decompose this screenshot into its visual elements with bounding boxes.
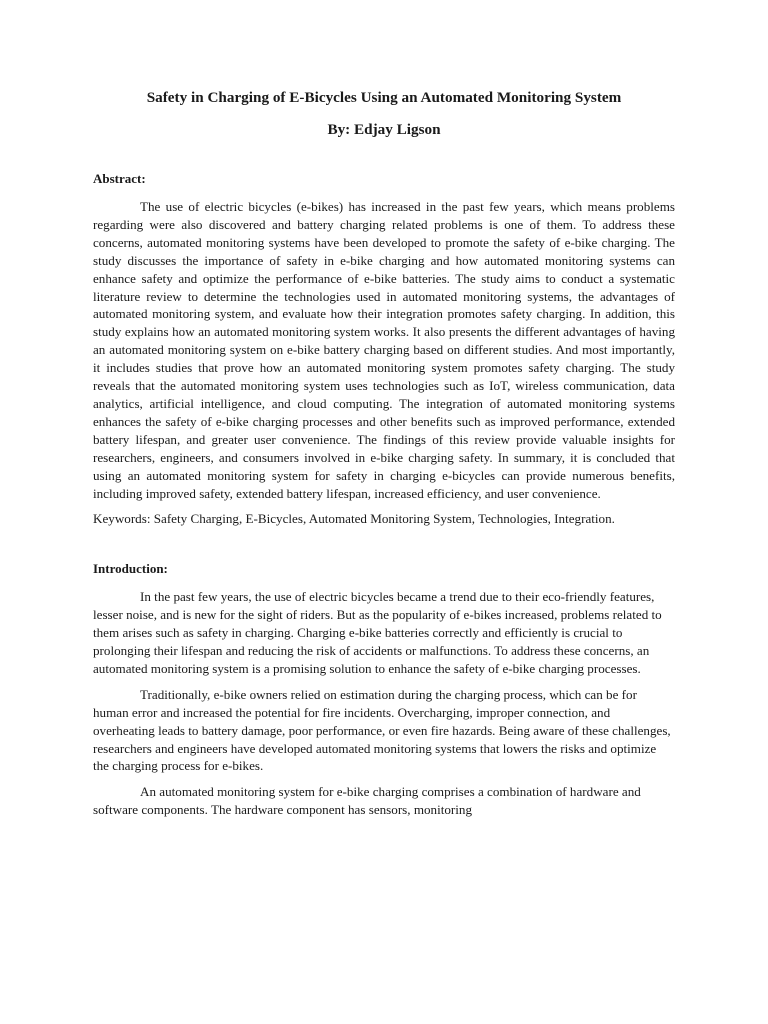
document-author: By: Edjay Ligson: [327, 121, 441, 138]
abstract-keywords: Keywords: Safety Charging, E-Bicycles, Automated Monitoring System, Technologies, Integration.: [93, 511, 615, 527]
introduction-paragraph: An automated monitoring system for e-bike charging comprises a combination of hardware and software components. The hardware component has sensors, monitoring: [93, 784, 641, 818]
abstract-body: The use of electric bicycles (e-bikes) has increased in the past few years, which means problems regarding were also discovered and battery charging related problems is one of them. To address these concerns, automated monitoring systems have been developed to promote the safety of e-bike charging. The study discusses the importance of safety in e-bike charging and how automated monitoring systems can enhance safety and optimize the performance of e-bike batteries. The study aims to conduct a systematic literature review to determine the technologies used in automated monitoring systems, the advantages of automated monitoring system, and evaluate how their integration promotes safety charging. In addition, this study explains how an automated monitoring system works. It also presents the different advantages of having an automated monitoring system on e-bike battery charging based on different studies. And most importantly, it includes studies that prove how an automated monitoring system promotes safety charging. The study reveals that the automated monitoring system uses technologies such as IoT, wireless communication, data analytics, artificial intelligence, and cloud computing. The integration of automated monitoring systems enhances the safety of e-bike charging processes and other benefits such as improved performance, extended battery lifespan, and greater user convenience. The findings of this review provide valuable insights for researchers, engineers, and consumers involved in e-bike charging safety. In summary, it is concluded that using an automated monitoring system for safety in charging e-bicycles can provide numerous benefits, including improved safety, extended battery lifespan, increased efficiency, and user convenience.: [93, 199, 675, 501]
introduction-paragraph: Traditionally, e-bike owners relied on estimation during the charging process, which can be for human error and increased the potential for fire incidents. Overcharging, improper connection, and overheating leads to battery damage, poor performance, or even fire hazards. Being aware of these challenges, researchers and engineers have developed automated monitoring systems that lowers the risks and optimize the charging process for e-bikes.: [93, 686, 671, 774]
abstract-heading: Abstract:: [93, 171, 146, 186]
introduction-heading: Introduction:: [93, 561, 168, 577]
introduction-paragraph: In the past few years, the use of electric bicycles became a trend due to their eco-friendly features, lesser noise, and is new for the sight of riders. But as the popularity of e-bikes increased, problems related to them arises such as safety in charging. Charging e-bike batteries correctly and efficiently is crucial to prolonging their lifespan and reducing the risk of accidents or malfunctions. To address these concerns, an automated monitoring system is a promising solution to enhance the safety of e-bike charging processes.: [93, 589, 662, 676]
document-title: Safety in Charging of E-Bicycles Using an Automated Monitoring System: [146, 89, 622, 106]
document-page: [93, 88, 675, 819]
